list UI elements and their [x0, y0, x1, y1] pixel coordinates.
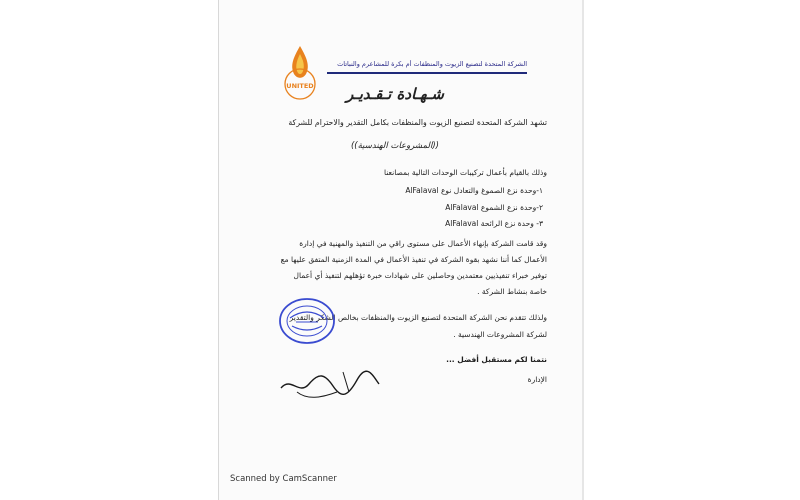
body-line: توفير خبراء تنفيذيين معتمدين وحاصلين على شهادات خبرة تؤهلهم لتنفيذ أي أعمال — [293, 271, 547, 280]
units-intro: وذلك بالقيام بأعمال تركيبات الوحدات التالية بمصانعنا — [383, 168, 547, 177]
handwritten-signature — [277, 362, 382, 404]
company-name: الشركة المتحدة لتصنيع الزيوت والمنظفات أم بكرة للمشاعرم والنباتات — [337, 60, 527, 68]
company-logo — [281, 44, 319, 102]
intro-text: تشهد الشركة المتحدة لتصنيع الزيوت والمنظفات بكامل التقدير والاحترام للشركة — [288, 118, 547, 127]
closing-wish: نتمنا لكم مستقبل أفضل ... — [446, 355, 547, 364]
unit-item: ٣- وحدة نزع الرائحة AlFalaval — [445, 219, 543, 228]
closing-line: لشركة المشروعات الهندسية . — [453, 330, 547, 339]
recipient-name: ((المشروعات الهندسية)) — [350, 141, 439, 151]
logo-wordmark: UNITED — [286, 82, 314, 90]
body-line: وقد قامت الشركة بإنهاء الأعمال على مستوى راقي من التنفيذ والمهنية في إدارة — [299, 239, 547, 248]
certificate-title: شـهـادة تـقـديـر — [346, 85, 444, 103]
closing-line: ولذلك تتقدم نحن الشركة المتحدة لتصنيع الزيوت والمنظفات بخالص الشكر والتقدير — [289, 313, 547, 322]
unit-item: ١-وحدة نزع الصموغ والتعادل نوع AlFalaval — [405, 186, 543, 195]
unit-item: ٢-وحدة نزع الشموع AlFalaval — [445, 203, 543, 212]
signatory-label: الإدارة — [527, 375, 547, 384]
letterhead-rule — [327, 72, 527, 74]
body-line: خاصة بنشاط الشركة . — [477, 287, 547, 296]
scanner-watermark: Scanned by CamScanner — [230, 474, 337, 484]
body-line: الأعمال كما أننا نشهد بقوة الشركة في تنفيذ الأعمال في المدة الزمنية المتفق عليها مع — [280, 255, 547, 264]
page-edge-shadow — [582, 0, 584, 500]
company-stamp — [278, 296, 336, 346]
